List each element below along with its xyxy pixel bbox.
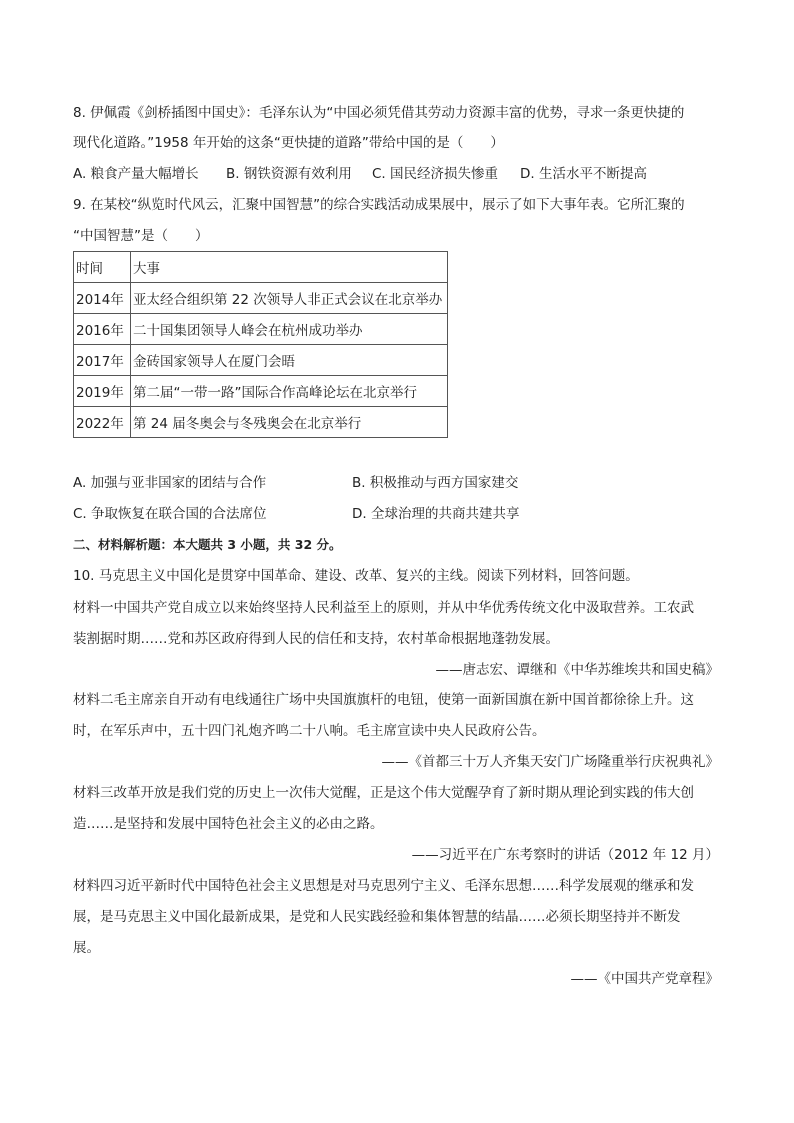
- material-3-source: ——习近平在广东考察时的讲话（2012 年 12 月）: [411, 847, 719, 863]
- q9-option-b: B. 积极推动与西方国家建交: [352, 475, 519, 491]
- table-cell-event: 第 24 届冬奥会与冬残奥会在北京举行: [131, 407, 448, 438]
- table-cell-year: 2022年: [74, 407, 131, 438]
- table-header-time: 时间: [74, 252, 131, 283]
- material-4-line2: 展，是马克思主义中国化最新成果，是党和人民实践经验和集体智慧的结晶……必须长期坚持并不断发: [73, 909, 681, 925]
- q9-option-a: A. 加强与亚非国家的团结与合作: [73, 475, 267, 491]
- table-cell-year: 2019年: [74, 376, 131, 407]
- material-4-line3: 展。: [73, 940, 100, 956]
- section-heading: 二、材料解析题：本大题共 3 小题，共 32 分。: [73, 537, 342, 552]
- q8-option-c: C. 国民经济损失惨重: [372, 166, 499, 182]
- q8-option-a: A. 粮食产量大幅增长: [73, 166, 199, 182]
- material-2-line2: 时，在军乐声中，五十四门礼炮齐鸣二十八响。毛主席宣读中央人民政府公告。: [73, 723, 546, 739]
- table-row: [74, 314, 448, 345]
- q8-stem-line2: 现代化道路。”1958 年开始的这条“更快捷的道路”带给中国的是（ ）: [73, 135, 504, 151]
- material-3-line2: 造……是坚持和发展中国特色社会主义的必由之路。: [73, 816, 384, 832]
- table-header-event: 大事: [131, 252, 448, 283]
- material-1-source: ——唐志宏、谭继和《中华苏维埃共和国史稿》: [435, 662, 719, 678]
- table-cell-year: 2016年: [74, 314, 131, 345]
- table-cell-event: 金砖国家领导人在厦门会晤: [131, 345, 448, 376]
- q8-option-d: D. 生活水平不断提高: [520, 166, 647, 182]
- q8-stem-line1: 8. 伊佩霞《剑桥插图中国史》：毛泽东认为“中国必须凭借其劳动力资源丰富的优势，寻求一条更快捷的: [73, 105, 685, 121]
- q9-option-d: D. 全球治理的共商共建共享: [352, 506, 520, 522]
- table-cell-event: 二十国集团领导人峰会在杭州成功举办: [131, 314, 448, 345]
- q10-intro: 10. 马克思主义中国化是贯穿中国革命、建设、改革、复兴的主线。阅读下列材料，回答问题。: [73, 568, 639, 584]
- material-1-line1: 材料一中国共产党自成立以来始终坚持人民利益至上的原则，并从中华优秀传统文化中汲取营养。工农武: [73, 600, 694, 616]
- q9-option-c: C. 争取恢复在联合国的合法席位: [73, 506, 267, 522]
- material-3-line1: 材料三改革开放是我们党的历史上一次伟大觉醒，正是这个伟大觉醒孕育了新时期从理论到实践的伟大创: [73, 785, 694, 801]
- q8-option-b: B. 钢铁资源有效利用: [226, 166, 352, 182]
- table-row: [74, 407, 448, 438]
- material-4-line1: 材料四习近平新时代中国特色社会主义思想是对马克思列宁主义、毛泽东思想……科学发展观的继承和发: [73, 878, 694, 894]
- table-cell-year: 2017年: [74, 345, 131, 376]
- table-cell-event: 第二届“一带一路”国际合作高峰论坛在北京举行: [131, 376, 448, 407]
- table-row: [74, 345, 448, 376]
- table-header-row: [74, 252, 448, 283]
- q9-stem-line2: “中国智慧”是（ ）: [73, 228, 209, 244]
- table-row: [74, 376, 448, 407]
- material-4-source: ——《中国共产党章程》: [570, 971, 719, 987]
- material-2-source: ——《首都三十万人齐集天安门广场隆重举行庆祝典礼》: [381, 754, 719, 770]
- material-2-line1: 材料二毛主席亲自开动有电线通往广场中央国旗旗杆的电钮，使第一面新国旗在新中国首都徐徐上升。这: [73, 692, 694, 708]
- table-row: [74, 283, 448, 314]
- table-cell-year: 2014年: [74, 283, 131, 314]
- q9-stem-line1: 9. 在某校“纵览时代风云，汇聚中国智慧”的综合实践活动成果展中，展示了如下大事年表。它所汇聚的: [73, 197, 685, 213]
- material-1-line2: 装割据时期……党和苏区政府得到人民的信任和支持，农村革命根据地蓬勃发展。: [73, 631, 559, 647]
- table-cell-event: 亚太经合组织第 22 次领导人非正式会议在北京举办: [131, 283, 448, 314]
- events-table: [73, 251, 448, 438]
